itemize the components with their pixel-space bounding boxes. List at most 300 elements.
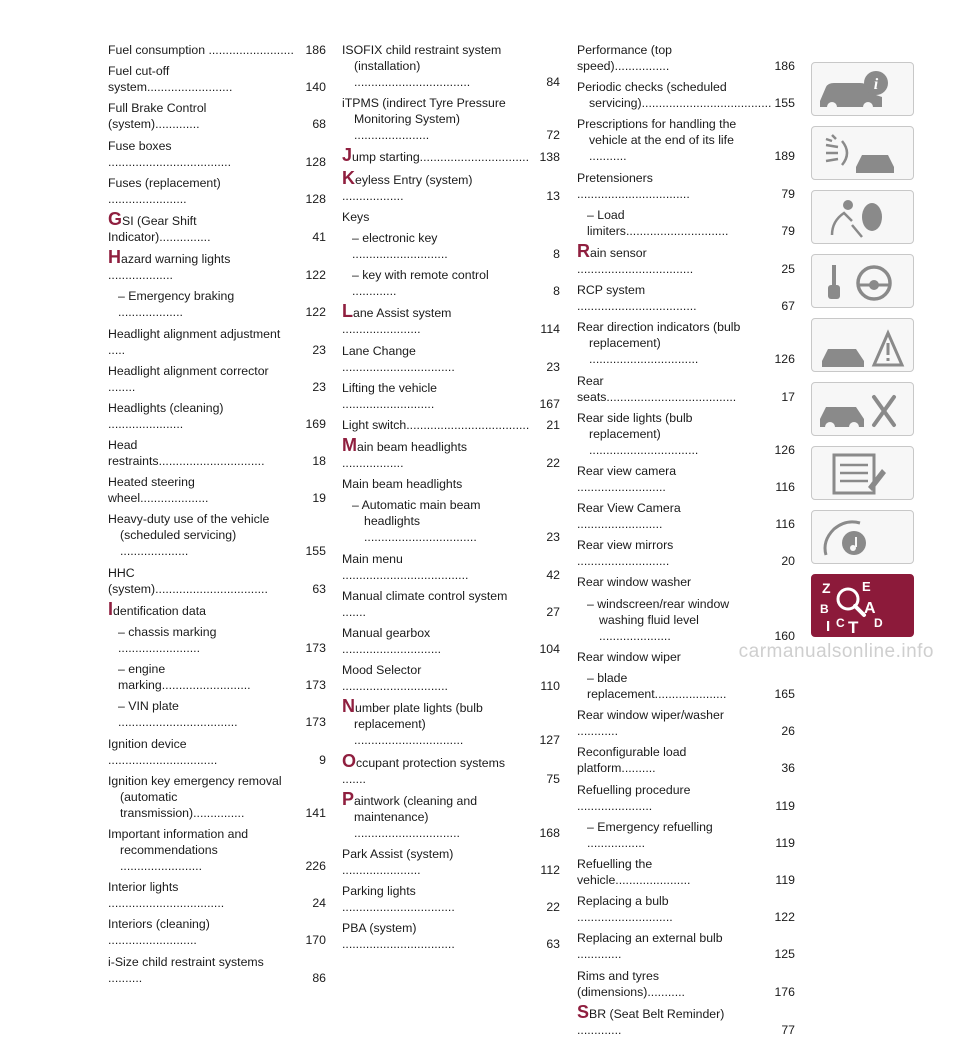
entry-text (577, 116, 795, 164)
page-number: 84 (546, 75, 560, 89)
section-letter: O (342, 750, 357, 771)
entry-text (577, 968, 795, 1000)
entry-text (342, 435, 560, 471)
index-entry (108, 736, 326, 768)
entry-label: – Automatic main beam (352, 498, 481, 513)
entry-label: Heavy-duty use of the vehicle (108, 512, 270, 527)
entry-label: – electronic key ............................ (352, 230, 448, 261)
page-number: 79 (781, 223, 795, 238)
page-number: 63 (312, 581, 326, 596)
page-number: 114 (540, 322, 560, 337)
entry-text (577, 596, 795, 644)
car-wrench-icon (812, 383, 913, 435)
entry-text (577, 782, 795, 814)
entry-text (577, 893, 795, 925)
entry-label: Rear view camera .......................... (577, 463, 677, 494)
entry-text (108, 736, 326, 768)
index-entry (108, 916, 326, 948)
index-entry (342, 301, 560, 337)
entry-label: Mood Selector ............................... (342, 663, 448, 694)
page-number: 75 (546, 771, 560, 786)
entry-text (108, 288, 326, 320)
entry-label: Parking lights ................................. (342, 884, 455, 915)
entry-text (577, 537, 795, 569)
page-number: 169 (305, 416, 326, 431)
entry-text (108, 624, 326, 656)
entry-label: Main beam headlights (342, 477, 463, 492)
entry-label: SI (Gear Shift Indicator)............... (108, 213, 211, 244)
entry-label: ump starting................................ (352, 150, 530, 165)
index-column-1 (108, 42, 326, 991)
entry-label: Rear window wiper/washer ............ (577, 708, 724, 739)
entry-text (342, 267, 560, 299)
index-entry (342, 846, 560, 878)
index-letter: E (862, 579, 871, 594)
index-column-2 (342, 42, 560, 958)
lights-icon (812, 127, 913, 179)
index-entry (108, 175, 326, 207)
page-number: 36 (781, 761, 795, 776)
index-entry (577, 574, 795, 590)
index-entry (577, 319, 795, 367)
index-letter: C (836, 616, 845, 630)
entry-text (108, 63, 326, 95)
index-entry (577, 893, 795, 925)
entry-continuation: replacement) ................................ (354, 717, 464, 748)
entry-text (577, 930, 795, 962)
tab-lights[interactable] (811, 126, 914, 180)
index-entry (577, 930, 795, 962)
entry-label: Prescriptions for handling the (577, 117, 737, 132)
entry-text (577, 574, 795, 590)
entry-text (342, 551, 560, 583)
index-entry (108, 326, 326, 358)
entry-text (577, 819, 795, 851)
page-number: 119 (775, 872, 795, 887)
entry-text (108, 565, 326, 597)
entry-label: Rear direction indicators (bulb (577, 320, 741, 335)
entry-text (342, 846, 560, 878)
entry-label: – chassis marking ........................ (118, 625, 217, 655)
index-entry (342, 145, 560, 166)
entry-label: Reconfigurable load platform.......... (577, 745, 687, 776)
entry-text (108, 138, 326, 170)
entry-label: Heated steering wheel.................... (108, 475, 209, 506)
checklist-icon (812, 447, 913, 499)
page-number: 18 (312, 454, 326, 469)
chapter-tabs (811, 62, 914, 647)
entry-text (108, 954, 326, 986)
index-entry (577, 968, 795, 1000)
page-number: 173 (305, 678, 326, 693)
entry-text (342, 380, 560, 412)
entry-text (342, 625, 560, 657)
entry-label: Rims and tyres (dimensions)........... (577, 968, 685, 999)
entry-text (108, 773, 326, 821)
index-entry (577, 500, 795, 532)
index-entry (342, 230, 560, 262)
section-letter: N (342, 696, 355, 717)
entry-label: Refuelling procedure ...................... (577, 782, 691, 813)
section-letter: P (342, 788, 355, 809)
page-number: 128 (305, 191, 326, 206)
page-number: 23 (312, 342, 326, 357)
entry-label: Rear seats...................................... (577, 373, 737, 404)
entry-label: – Emergency braking ................... (118, 289, 235, 320)
entry-continuation: Monitoring System) ...................... (354, 112, 460, 143)
entry-label: RCP system ................................... (577, 283, 697, 314)
entry-text (342, 788, 560, 841)
page-number: 23 (546, 359, 560, 374)
index-entry (577, 744, 795, 776)
entry-label: Rear View Camera ......................... (577, 501, 681, 532)
section-letter: R (577, 240, 590, 261)
entry-text (342, 696, 560, 748)
entry-text (577, 463, 795, 495)
page-number: 168 (539, 825, 560, 840)
entry-label: Manual gearbox ............................. (342, 626, 442, 656)
entry-label: Fuse boxes .................................... (108, 138, 231, 169)
page-number: 126 (774, 442, 795, 457)
section-letter: H (108, 247, 121, 268)
index-entry (577, 596, 795, 644)
entry-text (577, 170, 795, 202)
entry-text (342, 301, 560, 337)
page-number: 24 (312, 896, 326, 911)
index-entry (342, 435, 560, 471)
entry-text (108, 474, 326, 506)
page-number: 23 (546, 530, 560, 545)
section-letter: L (342, 301, 353, 322)
entry-text (577, 410, 795, 458)
entry-text (342, 230, 560, 262)
tab-warning[interactable] (811, 318, 914, 372)
entry-label: – VIN plate ................................... (118, 699, 238, 730)
page-number: 127 (539, 733, 560, 748)
tab-checklist[interactable] (811, 446, 914, 500)
tab-airbag[interactable] (811, 190, 914, 244)
entry-text (342, 167, 560, 204)
entry-text (577, 500, 795, 532)
page-number: 122 (774, 910, 795, 925)
index-entry (108, 247, 326, 283)
page-number: 19 (312, 491, 326, 506)
entry-label: Ignition device ................................ (108, 736, 218, 767)
entry-label: ain beam headlights .................. (342, 440, 468, 471)
page-number: 186 (305, 43, 326, 57)
index-entry (342, 696, 560, 748)
index-entry (108, 288, 326, 320)
entry-text (342, 662, 560, 694)
index-entry (108, 100, 326, 132)
car-info-icon (812, 63, 913, 115)
index-entry (108, 624, 326, 656)
page-number: 67 (781, 299, 795, 314)
entry-label: ane Assist system ....................... (342, 306, 452, 337)
entry-label: Interiors (cleaning) .......................... (108, 917, 210, 948)
index-entry (342, 209, 560, 225)
page-number: 104 (539, 642, 560, 656)
index-letter: T (848, 618, 859, 636)
index-entry (342, 662, 560, 694)
page-number: 173 (305, 641, 326, 655)
page-number: 226 (305, 858, 326, 873)
entry-label: azard warning lights ................... (108, 252, 231, 283)
entry-label: Headlight alignment corrector ........ (108, 363, 269, 394)
page-number: 116 (775, 479, 795, 494)
key-steering-icon (812, 255, 913, 307)
page-number: 155 (774, 96, 795, 111)
index-entry (342, 42, 560, 90)
page-number: 126 (774, 352, 795, 367)
index-entry (577, 1001, 795, 1038)
entry-label: Light switch.................................... (342, 417, 530, 432)
entry-continuation: washing fluid level ..................... (599, 612, 699, 643)
section-letter: M (342, 435, 357, 456)
page-number: 119 (775, 798, 795, 813)
entry-label: Performance (top speed)................ (577, 43, 673, 73)
page-number: 86 (312, 970, 326, 985)
page-number: 186 (774, 59, 795, 73)
tab-multimedia[interactable] (811, 510, 914, 564)
index-entry (577, 79, 795, 111)
entry-text (342, 920, 560, 952)
index-letter: I (826, 618, 831, 635)
page-number: 160 (774, 628, 795, 643)
music-icon (812, 511, 913, 563)
index-entry (342, 380, 560, 412)
entry-text (342, 417, 560, 433)
entry-label: BR (Seat Belt Reminder) ............. (577, 1006, 725, 1037)
page-number: 119 (775, 835, 795, 850)
page-number: 26 (781, 724, 795, 739)
page-number: 122 (305, 305, 326, 320)
entry-text (342, 476, 560, 492)
entry-label: – windscreen/rear window (587, 596, 730, 611)
entry-text (577, 707, 795, 739)
entry-label: Replacing an external bulb ............. (577, 931, 723, 962)
index-entry (108, 400, 326, 432)
entry-text (577, 744, 795, 776)
index-column-3 (577, 42, 795, 1043)
page-number: 25 (781, 261, 795, 276)
entry-label: PBA (system) ................................. (342, 921, 455, 952)
section-letter: S (577, 1001, 590, 1022)
index-entry (108, 437, 326, 469)
entry-text (108, 42, 326, 58)
entry-label: aintwork (cleaning and (354, 793, 478, 808)
entry-text (108, 879, 326, 911)
index-entry (108, 698, 326, 730)
page-number: 165 (774, 687, 795, 701)
entry-continuation: replacement) ................................ (589, 426, 699, 457)
entry-label: Lifting the vehicle ........................... (342, 380, 438, 411)
entry-label: Rear window washer (577, 575, 692, 590)
entry-label: iTPMS (indirect Tyre Pressure (342, 96, 506, 111)
page-number: 41 (312, 229, 326, 244)
index-entry (577, 240, 795, 277)
page-number: 27 (546, 604, 560, 619)
entry-text (108, 175, 326, 207)
index-entry (108, 511, 326, 559)
page-number: 189 (774, 149, 795, 164)
entry-label: – key with remote control ............. (352, 268, 489, 299)
page-number: 8 (553, 246, 560, 261)
entry-text (108, 247, 326, 283)
index-entry (577, 116, 795, 164)
entry-label: Manual climate control system ....... (342, 588, 508, 619)
page-number: 68 (312, 117, 326, 132)
index-entry (108, 42, 326, 58)
index-entry (108, 565, 326, 597)
section-letter: J (342, 145, 353, 166)
page-number: 167 (539, 396, 560, 411)
entry-label: Fuses (replacement) ....................... (108, 175, 221, 206)
entry-label: eyless Entry (system) .................. (342, 172, 473, 203)
entry-label: Rear side lights (bulb (577, 410, 693, 425)
entry-text (342, 588, 560, 620)
entry-label: Periodic checks (scheduled (577, 80, 727, 95)
index-entry (108, 879, 326, 911)
entry-continuation: (scheduled servicing) .................... (120, 528, 237, 559)
entry-text (577, 373, 795, 405)
index-letter: D (874, 616, 883, 630)
entry-label: Head restraints............................... (108, 438, 265, 469)
entry-label: Main menu ..................................... (342, 551, 469, 582)
index-entry (108, 598, 326, 619)
entry-label: Rear view mirrors ........................... (577, 538, 674, 569)
entry-text (342, 497, 560, 545)
index-entry (342, 788, 560, 841)
index-entry (342, 883, 560, 915)
entry-continuation: vehicle at the end of its life ........... (589, 133, 734, 164)
page-number: 8 (553, 284, 560, 299)
entry-continuation: (installation) .................................. (354, 59, 471, 89)
page-number: 116 (775, 517, 795, 532)
entry-text (108, 400, 326, 432)
entry-continuation: maintenance) ............................... (354, 809, 460, 840)
entry-text (577, 240, 795, 277)
page-number: 128 (305, 154, 326, 169)
page-number: 122 (305, 268, 326, 283)
index-entry (108, 954, 326, 986)
index-entry (577, 170, 795, 202)
section-letter: I (108, 598, 114, 619)
tab-car-info[interactable] (811, 62, 914, 116)
page-number: 63 (546, 937, 560, 952)
index-letter: Z (822, 580, 831, 596)
page-number: 22 (546, 456, 560, 471)
entry-text (342, 95, 560, 143)
index-entry (577, 410, 795, 458)
page-number: 77 (781, 1022, 795, 1037)
index-entry (108, 138, 326, 170)
index-letter: B (820, 602, 829, 616)
entry-text (108, 208, 326, 245)
entry-text (577, 856, 795, 888)
index-entry (342, 95, 560, 143)
index-entry (342, 588, 560, 620)
page-number: 42 (546, 567, 560, 582)
entry-text (342, 145, 560, 166)
page-number: 138 (539, 150, 560, 165)
tab-car-wrench[interactable] (811, 382, 914, 436)
svg-text:i: i (873, 76, 879, 93)
index-entry (577, 707, 795, 739)
entry-continuation: headlights ................................. (364, 514, 477, 545)
index-entry (108, 63, 326, 95)
index-entry (577, 42, 795, 74)
page-number: 110 (540, 679, 560, 694)
entry-text (108, 100, 326, 132)
entry-label: Ignition key emergency removal (108, 773, 282, 788)
entry-label: HHC (system)................................. (108, 565, 268, 596)
entry-text (108, 661, 326, 693)
entry-label: Replacing a bulb ............................ (577, 894, 673, 925)
entry-label: – Emergency refuelling ................. (587, 819, 713, 850)
entry-text (342, 750, 560, 787)
index-entry (108, 208, 326, 245)
entry-text (108, 916, 326, 948)
entry-label: Fuel cut-off system......................... (108, 64, 233, 95)
index-entry (342, 267, 560, 299)
entry-label: Keys (342, 209, 370, 224)
entry-text (108, 363, 326, 395)
index-entry (108, 826, 326, 874)
page-number: 9 (319, 752, 326, 767)
entry-text (342, 209, 560, 225)
index-entry (342, 343, 560, 375)
entry-text (577, 670, 795, 702)
watermark: carmanualsonline.info (738, 641, 934, 662)
index-entry (577, 282, 795, 314)
index-entry (342, 750, 560, 787)
section-letter: G (108, 208, 123, 229)
entry-continuation: recommendations ........................ (120, 842, 218, 873)
entry-continuation: (automatic transmission)............... (120, 789, 245, 820)
airbag-icon (812, 191, 913, 243)
entry-text (108, 511, 326, 559)
index-entry (108, 661, 326, 693)
entry-continuation: replacement) ................................ (589, 336, 699, 367)
tab-index[interactable] (811, 574, 914, 637)
entry-text (108, 598, 326, 619)
entry-label: – Load limiters.............................. (587, 207, 729, 238)
entry-text (108, 698, 326, 730)
section-letter: K (342, 167, 355, 188)
entry-label: Important information and (108, 826, 249, 841)
entry-label: ain sensor .................................. (577, 245, 694, 276)
page-number: 72 (546, 128, 560, 143)
entry-text (577, 319, 795, 367)
index-entry (108, 363, 326, 395)
page-number: 79 (781, 186, 795, 201)
page-number: 173 (305, 715, 326, 730)
page-number: 125 (774, 947, 795, 962)
page-number: 20 (781, 554, 795, 569)
index-entry (342, 167, 560, 204)
index-entry (342, 625, 560, 657)
index-icon (812, 575, 913, 636)
entry-label: Pretensioners ................................. (577, 170, 690, 201)
index-entry (577, 819, 795, 851)
index-entry (108, 773, 326, 821)
page-number: 170 (305, 933, 326, 948)
tab-key-steering[interactable] (811, 254, 914, 308)
index-letter: A (864, 600, 876, 617)
entry-label: Park Assist (system) ....................... (342, 846, 454, 877)
index-entry (577, 670, 795, 702)
